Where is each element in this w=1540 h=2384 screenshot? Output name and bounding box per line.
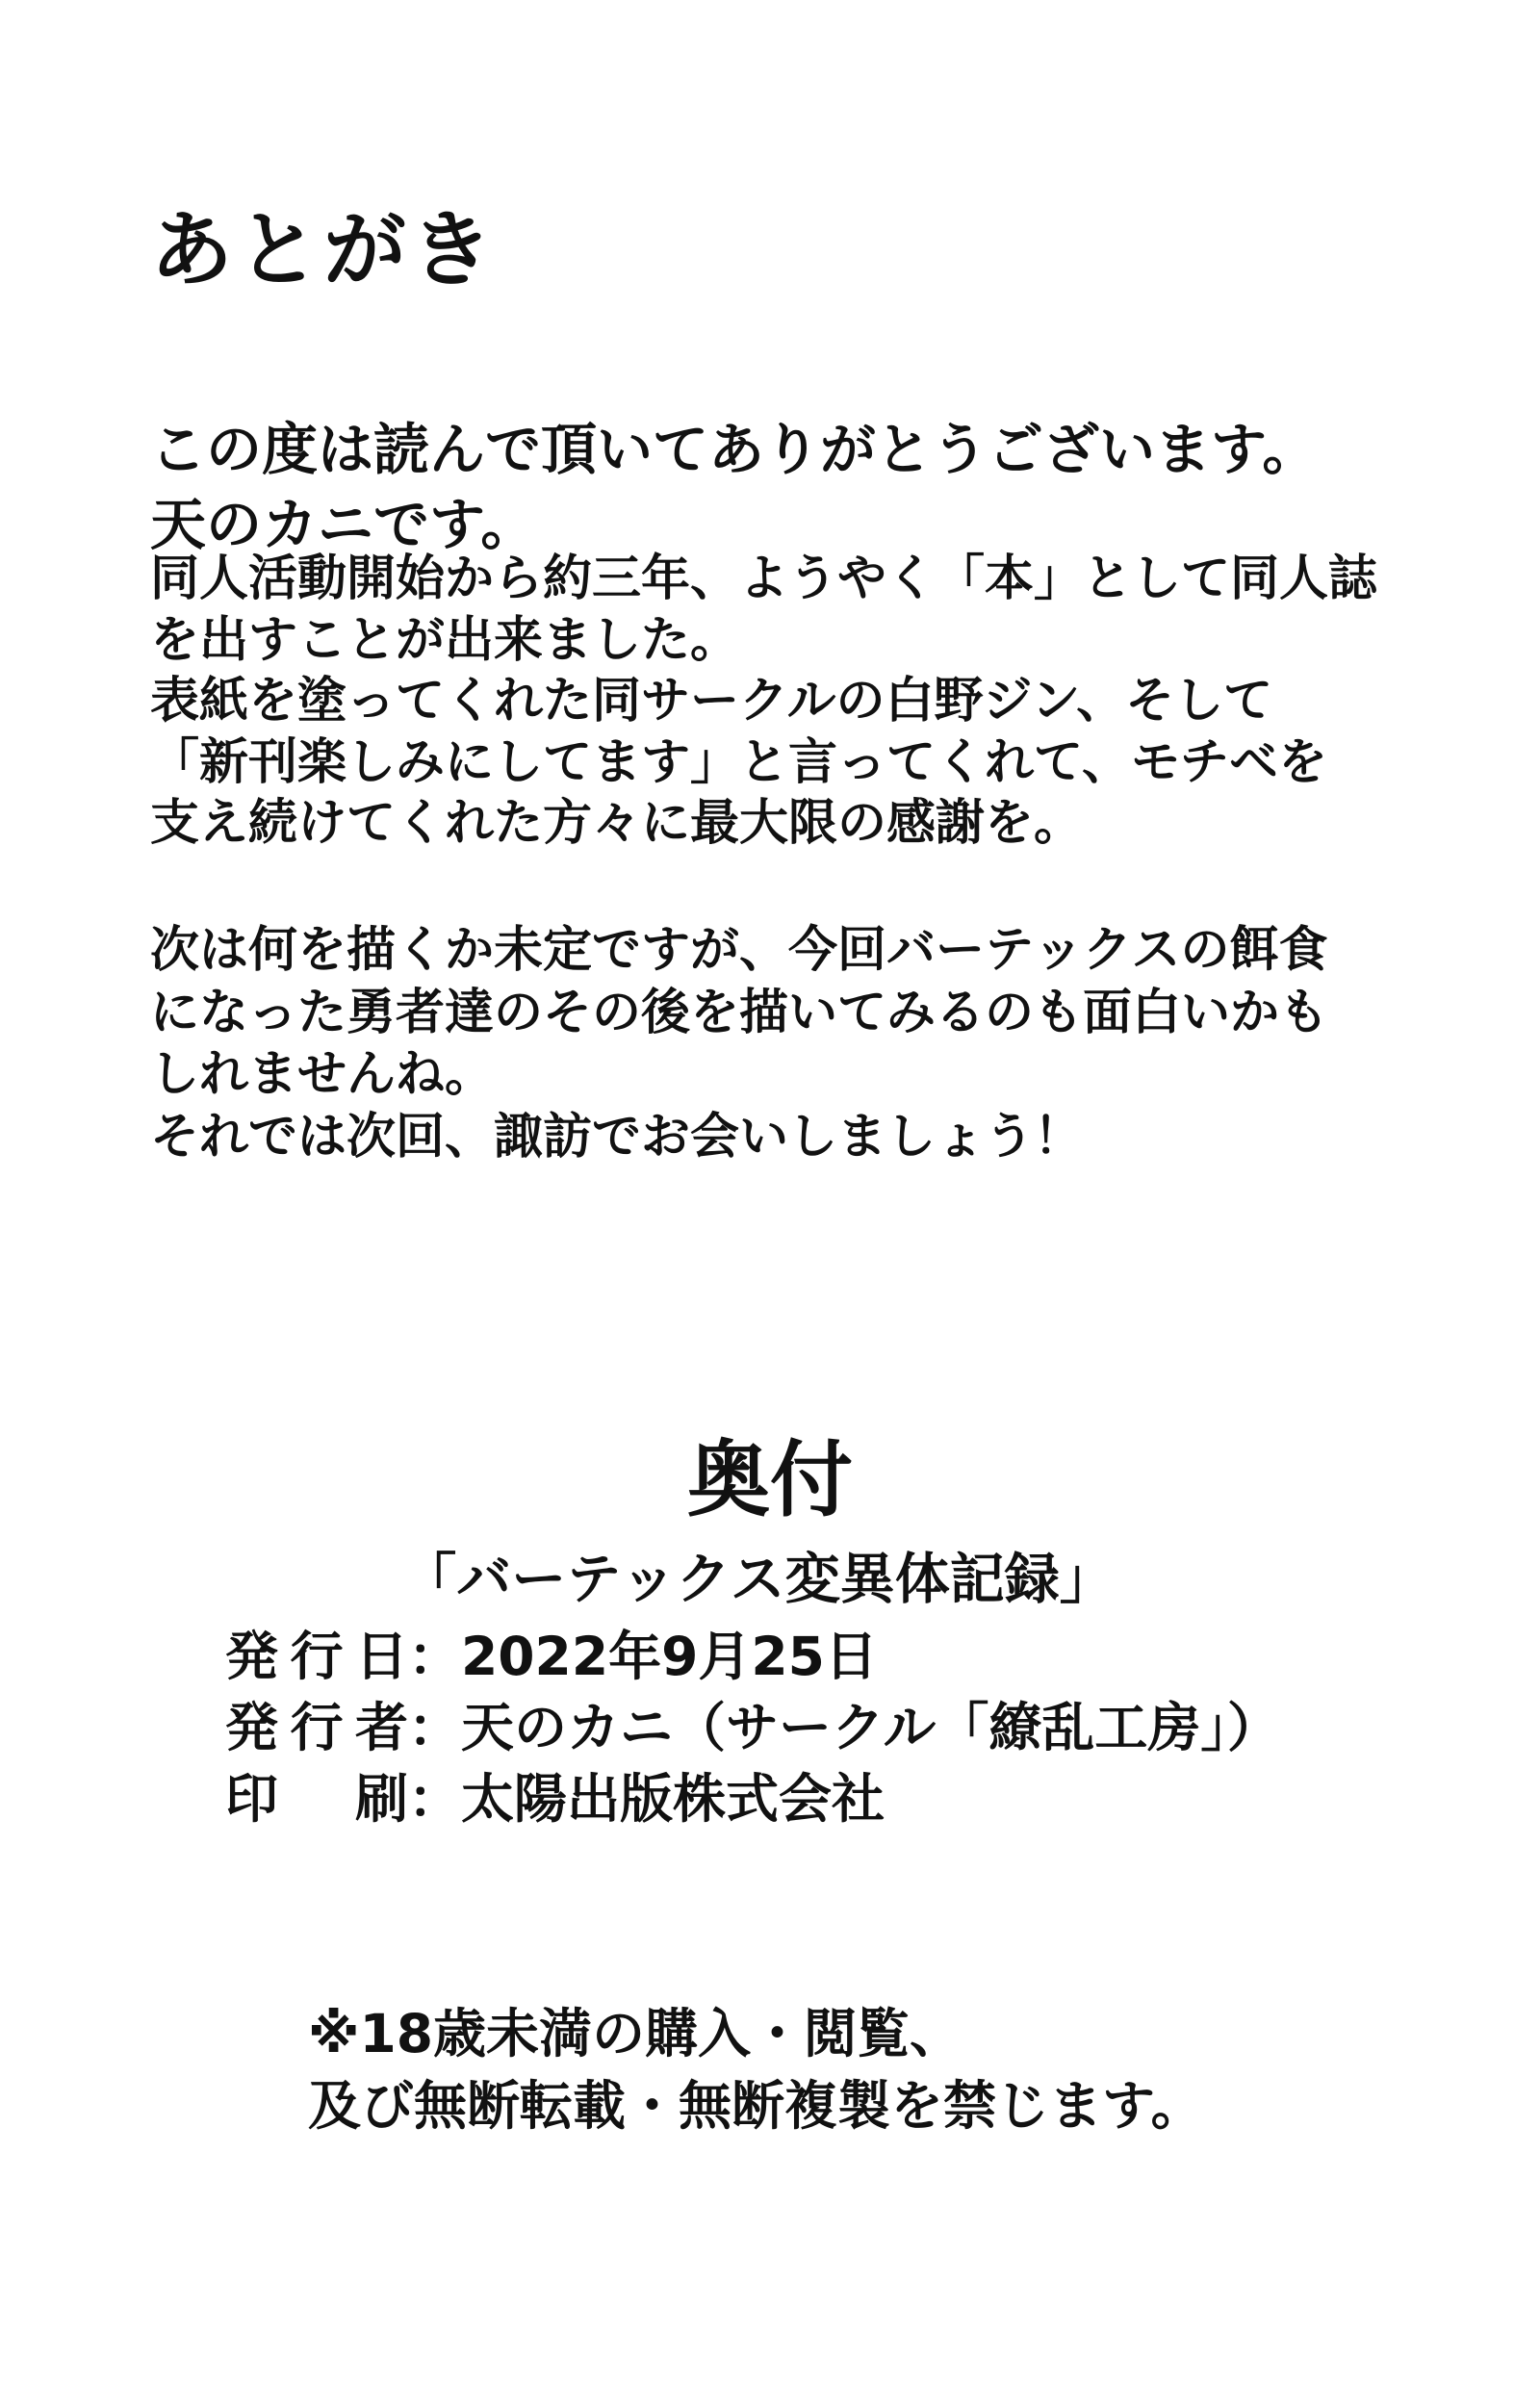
entry-separator: ： <box>408 1768 462 1830</box>
paragraph-line: 同人活動開始から約三年、ようやく「本」として同人誌 <box>150 551 1378 607</box>
entry-label: 発行者 <box>225 1697 408 1758</box>
paragraph-line: 次は何を描くか未定ですが、今回バーテックスの餌食 <box>150 922 1328 979</box>
paragraph-line: しれませんね。 <box>150 1046 495 1103</box>
notice-line: 及び無断転載・無断複製を禁じます。 <box>308 2075 1204 2137</box>
entry-value: 天のカニ（サークル「繚乱工房」） <box>461 1697 1280 1758</box>
entry-value: 太陽出版株式会社 <box>461 1768 886 1830</box>
afterword-intro <box>150 412 1318 562</box>
paragraph-line: 表紙を塗ってくれた同サークルの白野ジン、そして <box>150 673 1273 730</box>
afterword-paragraph-2 <box>150 920 1328 1168</box>
afterword-title: あとがき <box>150 202 497 298</box>
paragraph-line: 「新刊楽しみにしてます」と言ってくれて、モチベを <box>150 733 1327 791</box>
entry-label: 印 刷 <box>225 1768 408 1830</box>
afterword-paragraph-1 <box>150 549 1377 855</box>
colophon-entry-publish-date <box>225 1621 1280 1692</box>
book-title: 「バーテックス変異体記録」 <box>401 1548 1115 1611</box>
entry-value: 2022年9月25日 <box>461 1626 878 1687</box>
entry-separator: ： <box>408 1697 462 1758</box>
legal-notice <box>308 1998 1204 2142</box>
colophon-title: 奥付 <box>687 1432 853 1528</box>
paragraph-line: 支え続けてくれた方々に最大限の感謝を。 <box>150 795 1084 852</box>
notice-line: ※18歳未満の購入・閲覧、 <box>308 2003 963 2064</box>
entry-separator: ： <box>408 1626 462 1687</box>
paragraph-line: になった勇者達のその後を描いてみるのも面白いかも <box>150 984 1329 1041</box>
colophon-entry-printer <box>225 1763 1280 1834</box>
colophon-entries <box>225 1621 1280 1834</box>
intro-line: 天のカニです。 <box>150 492 537 557</box>
intro-line: この度は読んで頂いてありがとうございます。 <box>150 417 1319 482</box>
paragraph-line: を出すことが出来ました。 <box>150 611 740 669</box>
colophon-entry-publisher <box>225 1692 1280 1763</box>
entry-label: 発行日 <box>225 1626 408 1687</box>
paragraph-line: それでは次回、諏訪でお会いしましょう！ <box>150 1108 1084 1166</box>
